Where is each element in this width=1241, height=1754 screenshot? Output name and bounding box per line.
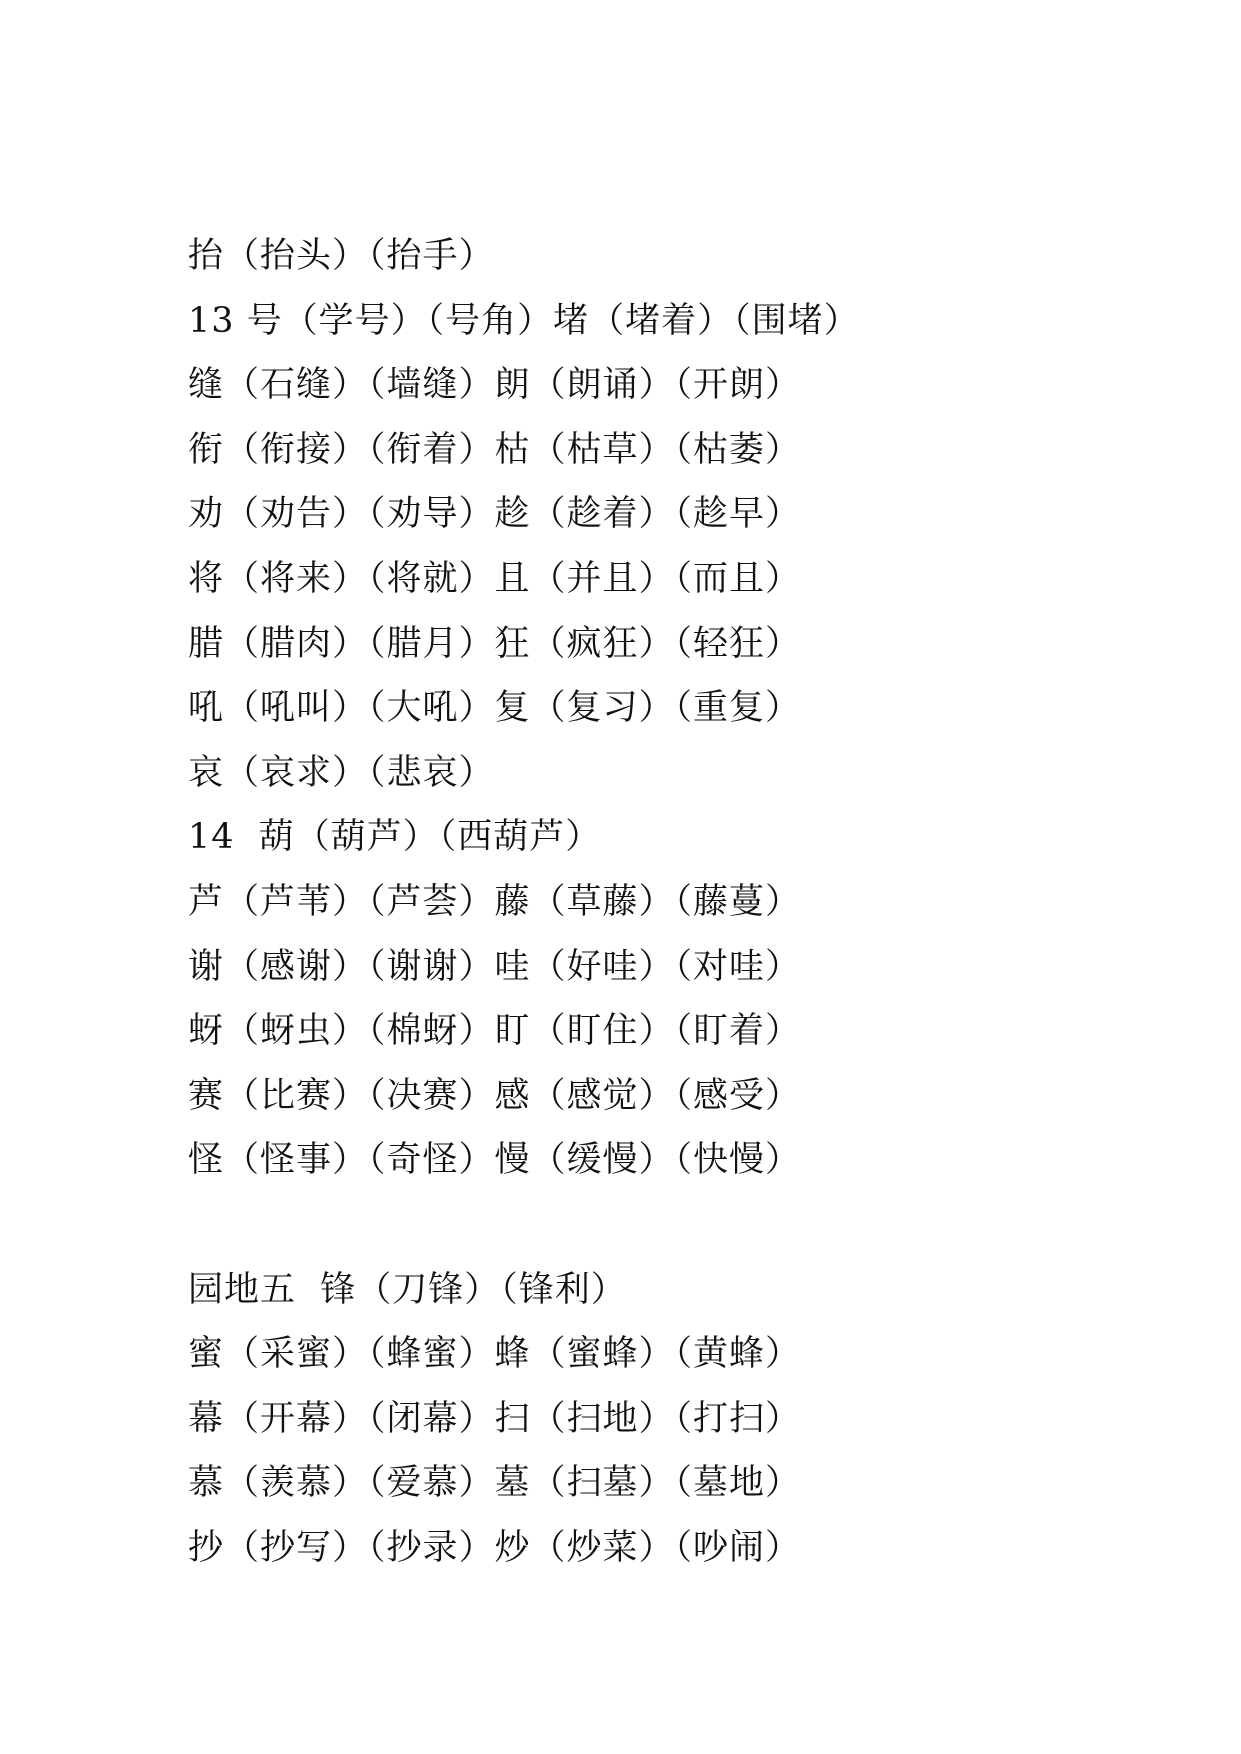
vocab-line-garden-5: 园地五 锋（刀锋）（锋利）: [188, 1269, 627, 1310]
blank-line: [188, 1193, 1088, 1258]
vocab-line: 抄（抄写）（抄录）炒（炒菜）（吵闹）: [188, 1527, 802, 1568]
vocab-line: 赛（比赛）（决赛）感（感觉）（感受）: [188, 1075, 802, 1116]
vocab-line: 慕（羡慕）（爱慕）墓（扫墓）（墓地）: [188, 1463, 802, 1504]
vocab-line: 将（将来）（将就）且（并且）（而且）: [188, 558, 802, 599]
vocabulary-list: [188, 224, 1088, 1580]
vocab-line: 谢（感谢）（谢谢）哇（好哇）（对哇）: [188, 946, 802, 987]
vocab-line: 幕（开幕）（闭幕）扫（扫地）（打扫）: [188, 1398, 802, 1439]
vocab-line: 腊（腊肉）（腊月）狂（疯狂）（轻狂）: [188, 623, 802, 664]
vocab-line: 蚜（蚜虫）（棉蚜）盯（盯住）（盯着）: [188, 1011, 802, 1052]
vocab-line-lesson-13: 13 号（学号）（号角）堵（堵着）（围堵）: [188, 300, 860, 341]
vocab-line: 哀（哀求）（悲哀）: [188, 752, 495, 793]
vocab-line: 吼（吼叫）（大吼）复（复习）（重复）: [188, 688, 802, 729]
vocab-line: 衔（衔接）（衔着）枯（枯草）（枯萎）: [188, 429, 802, 470]
vocab-line: 怪（怪事）（奇怪）慢（缓慢）（快慢）: [188, 1140, 802, 1181]
vocab-line: 劝（劝告）（劝导）趁（趁着）（趁早）: [188, 494, 802, 535]
vocab-line: 蜜（采蜜）（蜂蜜）蜂（蜜蜂）（黄蜂）: [188, 1334, 802, 1375]
vocab-line: 芦（芦苇）（芦荟）藤（草藤）（藤蔓）: [188, 881, 802, 922]
vocab-line: 抬（抬头）（抬手）: [188, 236, 495, 276]
vocab-line-lesson-14: 14 葫（葫芦）（西葫芦）: [188, 817, 602, 858]
vocab-line: 缝（石缝）（墙缝）朗（朗诵）（开朗）: [188, 365, 802, 406]
